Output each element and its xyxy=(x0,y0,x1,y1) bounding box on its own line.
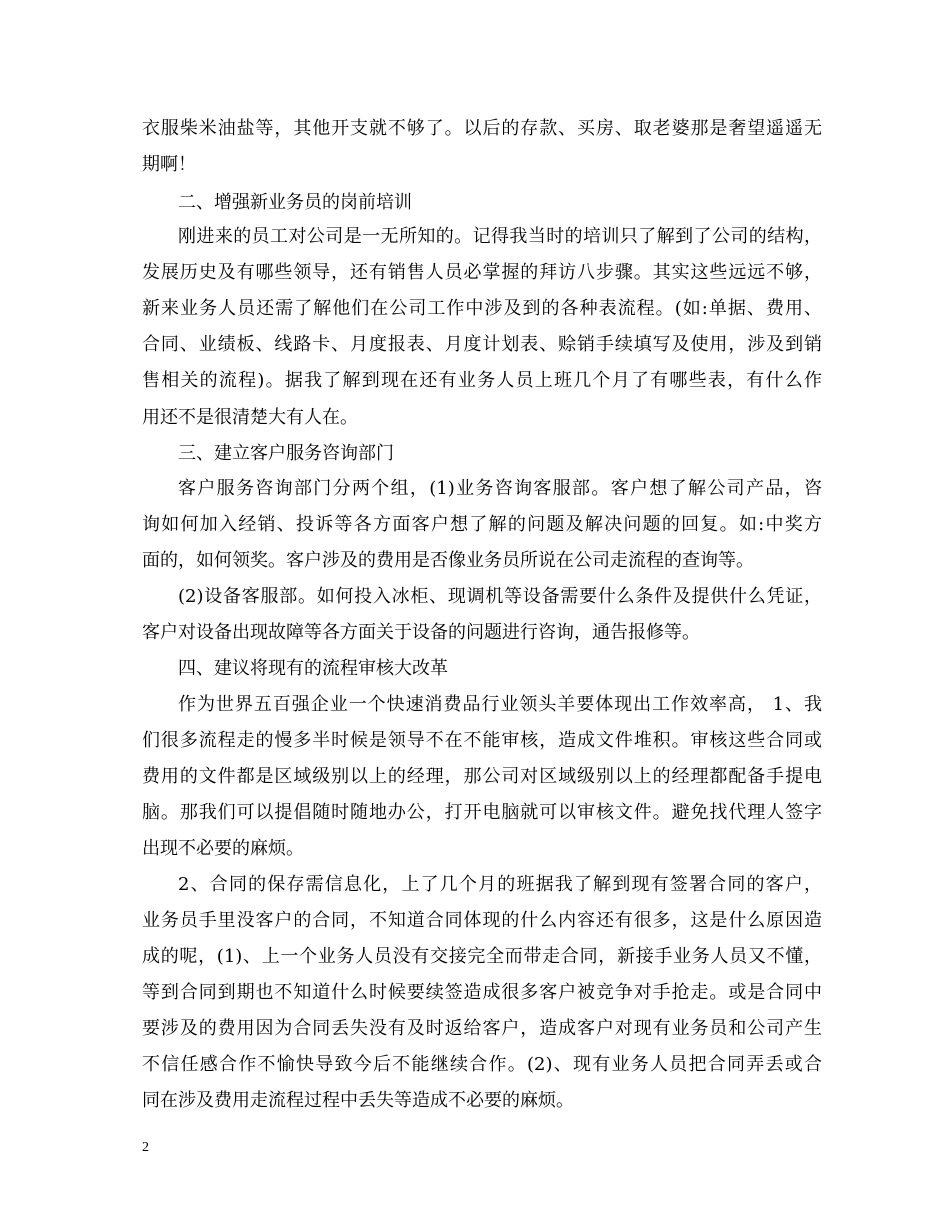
page-number: 2 xyxy=(142,1140,149,1155)
text-line: 合同、业绩板、线路卡、月度报表、月度计划表、赊销手续填写及使用，涉及到销 xyxy=(142,334,822,355)
text-line: 面的，如何领奖。客户涉及的费用是否像业务员所说在公司走流程的查询等。 xyxy=(142,550,754,571)
section-heading: 三、建立客户服务咨询部门 xyxy=(178,443,394,464)
text-line: (2)设备客服部。如何投入冰柜、现调机等设备需要什么条件及提供什么凭证， xyxy=(178,586,822,607)
text-line: 期啊！ xyxy=(142,154,196,175)
text-line: 要涉及的费用因为合同丢失没有及时返给客户，造成客户对现有业务员和公司产生 xyxy=(142,1018,822,1039)
text-line: 费用的文件都是区域级别以上的经理，那公司对区域级别以上的经理都配备手提电 xyxy=(142,766,822,787)
text-line: 业务员手里没客户的合同，不知道合同体现的什么内容还有很多，这是什么原因造 xyxy=(142,910,822,931)
text-line: 衣服柴米油盐等，其他开支就不够了。以后的存款、买房、取老婆那是奢望遥遥无 xyxy=(142,118,822,139)
text-line: 新来业务人员还需了解他们在公司工作中涉及到的各种表流程。(如:单据、费用、 xyxy=(142,298,822,319)
text-line: 同在涉及费用走流程过程中丢失等造成不必要的麻烦。 xyxy=(142,1090,574,1111)
text-line: 刚进来的员工对公司是一无所知的。记得我当时的培训只了解到了公司的结构， xyxy=(178,226,822,247)
text-line: 不信任感合作不愉快导致今后不能继续合作。(2)、现有业务人员把合同弄丢或合 xyxy=(142,1054,822,1075)
text-line: 2、合同的保存需信息化，上了几个月的班据我了解到现有签署合同的客户， xyxy=(178,874,822,895)
text-line: 出现不必要的麻烦。 xyxy=(142,838,304,859)
text-line: 客户对设备出现故障等各方面关于设备的问题进行咨询，通告报修等。 xyxy=(142,622,700,643)
text-line: 用还不是很清楚大有人在。 xyxy=(142,407,358,428)
text-line: 们很多流程走的慢多半时候是领导不在不能审核，造成文件堆积。审核这些合同或 xyxy=(142,730,822,751)
text-line: 成的呢，(1)、上一个业务人员没有交接完全而带走合同，新接手业务人员又不懂， xyxy=(142,946,822,967)
text-line: 发展历史及有哪些领导，还有销售人员必掌握的拜访八步骤。其实这些远远不够， xyxy=(142,262,822,283)
text-line: 等到合同到期也不知道什么时候要续签造成很多客户被竞争对手抢走。或是合同中 xyxy=(142,982,822,1003)
text-line: 询如何加入经销、投诉等各方面客户想了解的问题及解决问题的回复。如:中奖方 xyxy=(142,514,822,535)
text-line: 作为世界五百强企业一个快速消费品行业领头羊要体现出工作效率高， 1、我 xyxy=(178,694,822,715)
text-line: 客户服务咨询部门分两个组，(1)业务咨询客服部。客户想了解公司产品，咨 xyxy=(178,478,822,499)
text-line: 脑。那我们可以提倡随时随地办公，打开电脑就可以审核文件。避免找代理人签字 xyxy=(142,802,822,823)
section-heading: 四、建议将现有的流程审核大改革 xyxy=(178,658,448,679)
section-heading: 二、增强新业务员的岗前培训 xyxy=(178,192,412,213)
text-line: 售相关的流程)。据我了解到现在还有业务人员上班几个月了有哪些表，有什么作 xyxy=(142,370,822,391)
